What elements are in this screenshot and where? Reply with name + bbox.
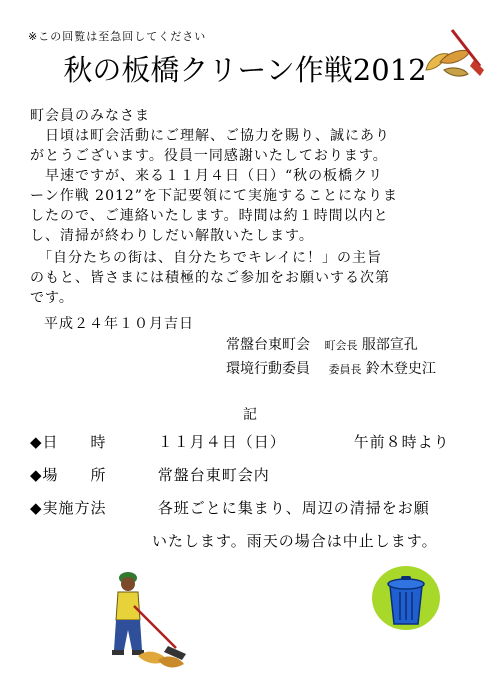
paragraph-line: し、清掃が終わりしだい解散いたします。 (30, 228, 314, 244)
item-label: ◆日 時 (30, 433, 107, 451)
signature-1 (226, 334, 418, 354)
paragraph-line: です。 (30, 290, 74, 306)
item-value: 各班ごとに集まり、周辺の清掃をお願 (157, 499, 430, 517)
greeting: 町会員のみなさま (30, 108, 150, 124)
item-label: ◆実施方法 (30, 499, 107, 517)
signature-role: 委員長 (328, 363, 362, 376)
urgent-note: ※この回覧は至急回してください (28, 30, 207, 43)
item-label: ◆場 所 (30, 466, 107, 484)
signature-2 (226, 358, 436, 378)
paragraph-line: 早速ですが、来る１１月４日（日）“秋の板橋クリ (30, 168, 384, 184)
person-raking-illustration (98, 568, 194, 672)
item-value: １１月４日（日） (157, 433, 286, 451)
paragraph-line: ーン作戦 2012”を下記要領にて実施することになりま (30, 188, 398, 204)
paragraph-line: がとうございます。役員一同感謝いたしております。 (30, 148, 388, 164)
signature-org: 常盤台東町会 (226, 337, 310, 353)
ki-heading: 記 (243, 407, 257, 423)
signature-org: 環境行動委員 (226, 361, 310, 377)
signature-name: 鈴木登史江 (365, 361, 436, 377)
trash-can-illustration (370, 564, 442, 634)
item-method-continued: いたします。雨天の場合は中止します。 (152, 532, 438, 550)
paragraph-3 (30, 248, 480, 308)
paragraph-line: 日頃は町会活動にご理解、ご協力を賜り、誠にあり (30, 128, 390, 144)
item-place (30, 464, 270, 485)
signature-role: 町会長 (324, 339, 358, 352)
paragraph-line: のもと、皆さまには積極的なご参加をお願いする次第 (30, 270, 390, 286)
item-extra: 午前８時より (353, 433, 450, 451)
signature-name: 服部宣孔 (361, 337, 418, 353)
item-method (30, 497, 430, 518)
page-title: 秋の板橋クリーン作戦2012 (63, 53, 427, 87)
item-value: 常盤台東町会内 (157, 466, 270, 484)
paragraph-2 (30, 166, 480, 246)
item-datetime (30, 431, 450, 452)
paragraph-1 (30, 126, 480, 166)
paragraph-line: 「自分たちの街は、自分たちでキレイに！」の主旨 (30, 250, 383, 266)
paragraph-line: したので、ご連絡いたします。時間は約１時間以内と (30, 208, 389, 224)
issue-date: 平成２４年１０月吉日 (44, 316, 194, 332)
